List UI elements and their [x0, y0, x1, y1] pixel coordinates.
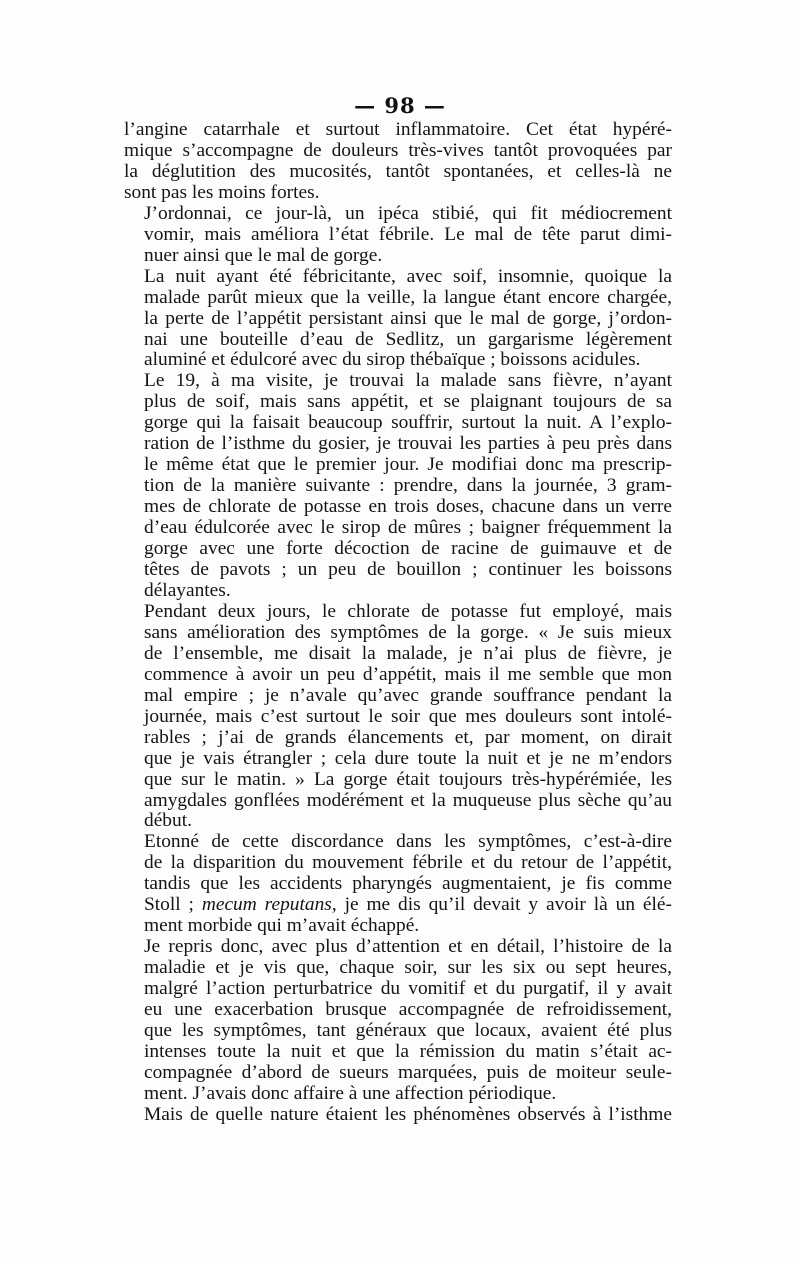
paragraph [124, 120, 672, 204]
text-line: journée, mais c’est surtout le soir que mes douleurs sont intolé- [144, 705, 672, 727]
text-line: sans amélioration des symptômes de la gorge. « Je suis mieux [144, 621, 672, 643]
text-line: commence à avoir un peu d’appétit, mais il me semble que mon [144, 663, 672, 685]
text-line: Mais de quelle nature étaient les phénomènes observés à l’isthme [144, 1103, 672, 1125]
text-line: délayantes. [144, 579, 231, 601]
text-line: l’angine catarrhale et surtout inflammatoire. Cet état hypéré- [124, 119, 672, 140]
text-line: ment morbide qui m’avait échappé. [144, 915, 420, 937]
text-line: sont pas les moins fortes. [124, 181, 320, 203]
text-line: rables ; j’ai de grands élancements et, par moment, on dirait [144, 726, 672, 748]
text-line: plus de soif, mais sans appétit, et se plaignant toujours de sa [144, 391, 672, 413]
text-line: compagnée d’abord de sueurs marquées, puis de moiteur seule- [144, 1061, 672, 1083]
text-line: malade parût mieux que la veille, la langue étant encore chargée, [144, 286, 672, 308]
text-line: que je vais étrangler ; cela dure toute la nuit et je ne m’endors [144, 747, 672, 769]
paragraph [124, 1105, 672, 1126]
text-line: vomir, mais améliora l’état fébrile. Le mal de tête parut dimi- [144, 223, 672, 245]
text-line: ration de l’isthme du gosier, je trouvai les parties à peu près dans [144, 433, 672, 455]
text-line: nuer ainsi que le mal de gorge. [144, 244, 383, 266]
text-line: amygdales gonflées modérément et la muqueuse plus sèche qu’au [144, 789, 672, 811]
text-line: gorge qui la faisait beaucoup souffrir, surtout la nuit. A l’explo- [144, 412, 672, 434]
text-line: aluminé et édulcoré avec du sirop thébaïque ; boissons acidules. [144, 349, 641, 371]
page-number: — 98 — [354, 93, 446, 118]
text-line: Etonné de cette discordance dans les symptômes, c’est-à-dire [144, 831, 672, 853]
text-line: mes de chlorate de potasse en trois doses, chacune dans un verre [144, 496, 672, 518]
text-line: La nuit ayant été fébricitante, avec soif, insomnie, quoique la [144, 265, 672, 287]
text-line: la déglutition des mucosités, tantôt spontanées, et celles-là ne [124, 160, 672, 182]
text-line: intenses toute la nuit et que la rémission du matin s’était ac- [144, 1040, 672, 1062]
text-line: eu une exacerbation brusque accompagnée de refroidissement, [144, 999, 672, 1021]
text-line: ment. J’avais donc affaire à une affection périodique. [144, 1082, 557, 1104]
text-line: le même état que le premier jour. Je modifiai donc ma prescrip- [144, 454, 672, 476]
text-line: gorge avec une forte décoction de racine de guimauve et de [144, 538, 672, 560]
paragraph [124, 937, 672, 1105]
text-line: mique s’accompagne de douleurs très-vives tantôt provoquées par [124, 139, 672, 161]
paragraph [124, 267, 672, 372]
text-line: tandis que les accidents pharyngés augmentaient, je fis comme [144, 873, 672, 895]
text-line: de la disparition du mouvement fébrile et du retour de l’appétit, [144, 852, 672, 874]
text-line: maladie et je vis que, chaque soir, sur les six ou sept heures, [144, 957, 672, 979]
text-line: de l’ensemble, me disait la malade, je n’ai plus de fièvre, je [144, 642, 672, 664]
text-line: que sur le matin. » La gorge était toujours très-hypérémiée, les [144, 768, 672, 790]
text-line: la perte de l’appétit persistant ainsi que le mal de gorge, j’ordon- [144, 307, 672, 329]
text-line: malgré l’action perturbatrice du vomitif et du purgatif, il y avait [144, 978, 672, 1000]
paragraph [124, 204, 672, 267]
text-line: nai une bouteille d’eau de Sedlitz, un gargarisme légèrement [144, 328, 672, 350]
text-line: d’eau édulcorée avec le sirop de mûres ; baigner fréquemment la [144, 517, 672, 539]
paragraph [124, 371, 672, 601]
text-line: Pendant deux jours, le chlorate de potasse fut employé, mais [144, 600, 672, 622]
text-line: têtes de pavots ; un peu de bouillon ; continuer les boissons [144, 559, 672, 581]
text-line: début. [144, 810, 192, 832]
paragraph [124, 832, 672, 937]
body-text [124, 120, 672, 1126]
text-line: tion de la manière suivante : prendre, dans la journée, 3 gram- [144, 475, 672, 497]
text-line: Stoll ; mecum reputans, je me dis qu’il devait y avoir là un élé- [144, 894, 672, 916]
text-line: mal empire ; je n’avale qu’avec grande souffrance pendant la [144, 684, 672, 706]
text-line: Je repris donc, avec plus d’attention et en détail, l’histoire de la [144, 936, 672, 958]
text-line: que les symptômes, tant généraux que locaux, avaient été plus [144, 1019, 672, 1041]
text-line: J’ordonnai, ce jour-là, un ipéca stibié, qui fit médiocrement [144, 202, 672, 224]
paragraph [124, 602, 672, 832]
text-line: Le 19, à ma visite, je trouvai la malade sans fièvre, n’ayant [144, 370, 672, 392]
